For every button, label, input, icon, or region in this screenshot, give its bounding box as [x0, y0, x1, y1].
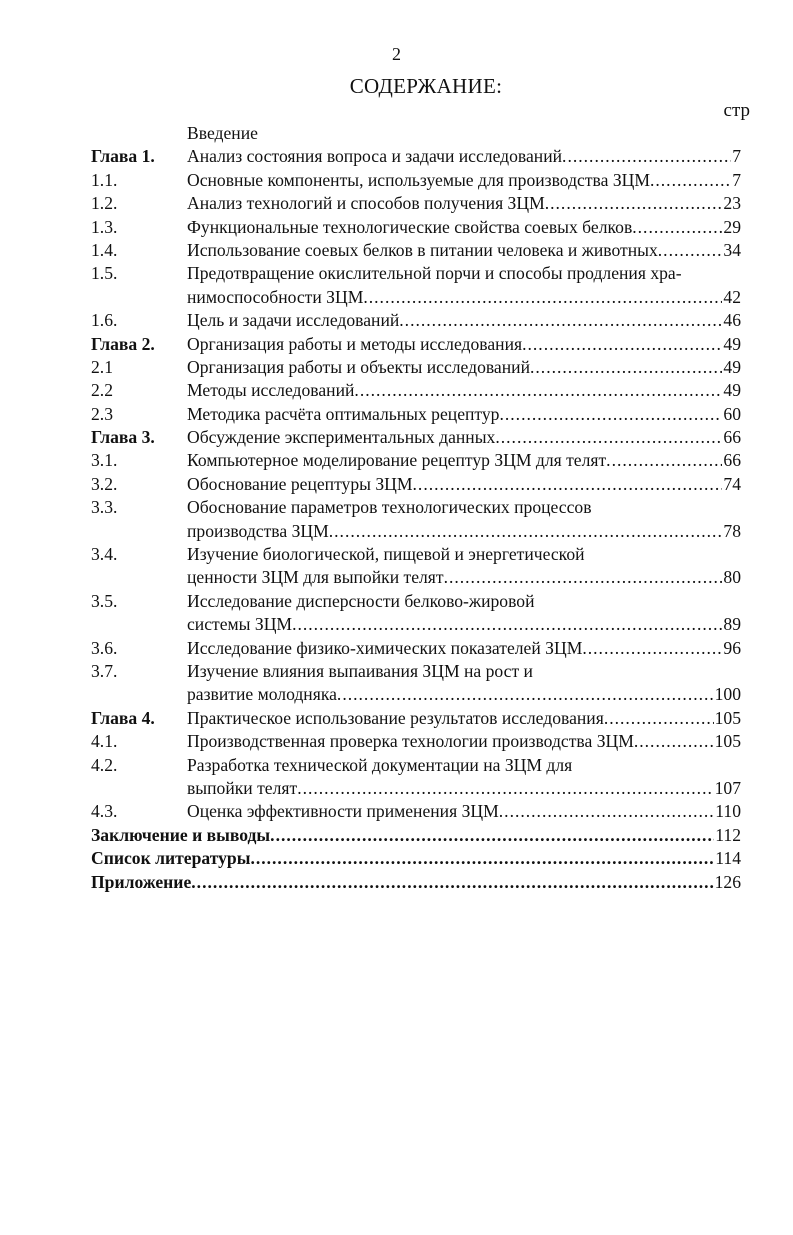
- toc-row: [91, 309, 741, 332]
- dot-leader: [337, 683, 714, 706]
- dot-leader: [297, 777, 713, 800]
- toc-entry-page: 96: [723, 637, 741, 658]
- dot-leader: [562, 145, 731, 168]
- toc-row: [91, 216, 741, 239]
- toc-entry-number: 1.2.: [91, 193, 118, 214]
- toc-entry-number: Глава 4.: [91, 707, 155, 728]
- toc-entry-number: [91, 122, 187, 145]
- toc-entry-number: 3.4.: [91, 544, 118, 565]
- toc-entry-number: [91, 777, 187, 800]
- toc-row: [91, 262, 741, 285]
- dot-leader: [495, 426, 722, 449]
- toc-row: [91, 169, 741, 192]
- dot-leader: [329, 520, 723, 543]
- toc-entry-title: Анализ состояния вопроса и задачи исследований: [187, 146, 563, 167]
- toc-entry-title: Изучение влияния выпаивания ЗЦМ на рост и: [187, 660, 533, 681]
- toc-row: [91, 613, 741, 636]
- page-column-label: стр: [723, 100, 750, 121]
- toc-entry-title: Предотвращение окислительной порчи и способы продления хра-: [187, 263, 682, 284]
- toc-row: [91, 520, 741, 543]
- toc-entry-number: [91, 613, 187, 636]
- toc-row: [91, 379, 741, 402]
- toc-row: [91, 333, 741, 356]
- toc-entry-number: 3.2.: [91, 473, 118, 494]
- toc-entry-title: Методика расчёта оптимальных рецептур: [187, 403, 500, 424]
- toc-entry-title: производства ЗЦМ: [187, 520, 329, 541]
- toc-entry-page: 112: [715, 824, 741, 845]
- toc-entry-title: системы ЗЦМ: [187, 614, 293, 635]
- toc-row: [91, 824, 741, 847]
- toc-entry-number: Глава 3.: [91, 427, 155, 448]
- toc-entry-title: ценности ЗЦМ для выпойки телят: [187, 567, 444, 588]
- toc-entry-title: Приложение: [91, 871, 192, 892]
- toc-entry-number: 4.1.: [91, 731, 118, 752]
- dot-leader: [634, 730, 714, 753]
- toc-entry-title: выпойки телят: [187, 777, 298, 798]
- dot-leader: [363, 286, 722, 309]
- toc-entry-number: 4.2.: [91, 754, 118, 775]
- toc-entry-page: 49: [723, 380, 741, 401]
- toc-row: [91, 286, 741, 309]
- toc-entry-title: Компьютерное моделирование рецептур ЗЦМ для телят: [187, 450, 607, 471]
- toc-entry-page: 49: [723, 356, 741, 377]
- dot-leader: [270, 824, 714, 847]
- toc-entry-number: 1.1.: [91, 169, 118, 190]
- toc-entry-number: 1.4.: [91, 239, 118, 260]
- toc-entry-title: Список литературы: [91, 848, 251, 869]
- dot-leader: [632, 216, 722, 239]
- toc-entry-title: нимоспособности ЗЦМ: [187, 286, 364, 307]
- toc-entry-title: Основные компоненты, используемые для производства ЗЦМ: [187, 169, 650, 190]
- toc-row: [91, 660, 741, 683]
- toc-entry-page: 60: [723, 403, 741, 424]
- toc-entry-number: 1.6.: [91, 310, 118, 331]
- toc-entry-title: развитие молодняка: [187, 684, 337, 705]
- toc-entry-page: 23: [723, 193, 741, 214]
- toc-entry-page: 114: [715, 848, 741, 869]
- toc-row: [91, 566, 741, 589]
- toc-entry-title: Обоснование рецептуры ЗЦМ: [187, 473, 413, 494]
- toc-entry-page: 110: [715, 801, 741, 822]
- toc-entry-page: 126: [714, 871, 741, 892]
- toc-row: [91, 473, 741, 496]
- toc-entry-number: Глава 1.: [91, 146, 155, 167]
- toc-row: [91, 683, 741, 706]
- toc-row: [91, 496, 741, 519]
- toc-entry-number: 2.2: [91, 380, 113, 401]
- toc-entry-title: Методы исследований: [187, 380, 355, 401]
- toc-entry-page: 89: [723, 614, 741, 635]
- toc-entry-number: 1.3.: [91, 216, 118, 237]
- toc-entry-page: 66: [723, 427, 741, 448]
- toc-title: СОДЕРЖАНИЕ:: [349, 74, 503, 98]
- toc-entry-number: 4.3.: [91, 801, 118, 822]
- toc-entry-page: 42: [723, 286, 741, 307]
- toc-row: [91, 122, 741, 145]
- toc-entry-page: 105: [714, 707, 741, 728]
- toc-entry-title: Введение: [187, 123, 258, 143]
- toc-row: [91, 239, 741, 262]
- toc-entry-page: 66: [723, 450, 741, 471]
- toc-entry-page: 105: [714, 731, 741, 752]
- toc-row: [91, 192, 741, 215]
- toc-entry-page: 34: [723, 239, 741, 260]
- toc-entry-title: Практическое использование результатов исследования: [187, 707, 604, 728]
- page-number: 2: [392, 44, 401, 64]
- toc-row: [91, 403, 741, 426]
- toc-entry-number: 2.3: [91, 403, 113, 424]
- dot-leader: [650, 169, 731, 192]
- toc-row: [91, 145, 741, 168]
- toc-entry-number: [91, 566, 187, 589]
- toc-entry-title: Оценка эффективности применения ЗЦМ: [187, 801, 499, 822]
- toc-row: [91, 637, 741, 660]
- toc-entry-page: 49: [723, 333, 741, 354]
- toc-entry-page: 74: [723, 473, 741, 494]
- dot-leader: [413, 473, 723, 496]
- toc-entry-number: 1.5.: [91, 263, 118, 284]
- toc-entry-page: 100: [714, 684, 741, 705]
- toc-entry-title: Функциональные технологические свойства соевых белков: [187, 216, 633, 237]
- dot-leader: [499, 403, 722, 426]
- dot-leader: [444, 566, 723, 589]
- toc-entry-page: 80: [723, 567, 741, 588]
- toc-row: [91, 707, 741, 730]
- toc-entry-title: Разработка технической документации на ЗЦМ для: [187, 754, 573, 775]
- toc-entry-title: Анализ технологий и способов получения ЗЦМ: [187, 193, 545, 214]
- table-of-contents: [91, 122, 741, 894]
- toc-entry-number: 3.7.: [91, 660, 118, 681]
- toc-entry-number: [91, 286, 187, 309]
- toc-entry-number: 2.1: [91, 356, 113, 377]
- toc-row: [91, 590, 741, 613]
- toc-entry-number: 3.5.: [91, 590, 118, 611]
- toc-entry-title: Организация работы и методы исследования: [187, 333, 523, 354]
- toc-entry-page: 107: [714, 777, 741, 798]
- toc-entry-title: Изучение биологической, пищевой и энергетической: [187, 544, 585, 565]
- toc-entry-title: Цель и задачи исследований: [187, 310, 400, 331]
- dot-leader: [250, 847, 714, 870]
- dot-leader: [658, 239, 723, 262]
- toc-entry-number: Глава 2.: [91, 333, 155, 354]
- toc-entry-number: 3.6.: [91, 637, 118, 658]
- toc-entry-number: 3.1.: [91, 450, 118, 471]
- toc-entry-page: 7: [732, 169, 741, 190]
- toc-entry-title: Обоснование параметров технологических процессов: [187, 497, 592, 518]
- toc-row: [91, 754, 741, 777]
- dot-leader: [522, 333, 722, 356]
- toc-row: [91, 871, 741, 894]
- toc-row: [91, 449, 741, 472]
- toc-entry-number: [91, 520, 187, 543]
- toc-entry-page: 46: [723, 310, 741, 331]
- dot-leader: [530, 356, 722, 379]
- dot-leader: [354, 379, 722, 402]
- toc-row: [91, 730, 741, 753]
- toc-entry-title: Исследование физико-химических показателей ЗЦМ: [187, 637, 583, 658]
- toc-entry-title: Исследование дисперсности белково-жировой: [187, 590, 535, 611]
- toc-entry-title: Обсуждение экспериментальных данных: [187, 427, 496, 448]
- toc-entry-page: 78: [723, 520, 741, 541]
- dot-leader: [582, 637, 722, 660]
- toc-entry-title: Организация работы и объекты исследований: [187, 356, 530, 377]
- toc-entry-title: Заключение и выводы: [91, 824, 271, 845]
- toc-entry-title: Производственная проверка технологии производства ЗЦМ: [187, 731, 634, 752]
- toc-entry-page: 29: [723, 216, 741, 237]
- dot-leader: [399, 309, 722, 332]
- dot-leader: [191, 871, 713, 894]
- toc-row: [91, 543, 741, 566]
- toc-entry-title: Использование соевых белков в питании человека и животных: [187, 239, 658, 260]
- toc-row: [91, 847, 741, 870]
- toc-row: [91, 777, 741, 800]
- toc-row: [91, 356, 741, 379]
- toc-row: [91, 426, 741, 449]
- toc-entry-number: [91, 683, 187, 706]
- dot-leader: [545, 192, 723, 215]
- toc-entry-page: 7: [732, 146, 741, 167]
- dot-leader: [292, 613, 722, 636]
- dot-leader: [606, 449, 722, 472]
- toc-row: [91, 800, 741, 823]
- toc-entry-number: 3.3.: [91, 497, 118, 518]
- dot-leader: [499, 800, 714, 823]
- dot-leader: [604, 707, 714, 730]
